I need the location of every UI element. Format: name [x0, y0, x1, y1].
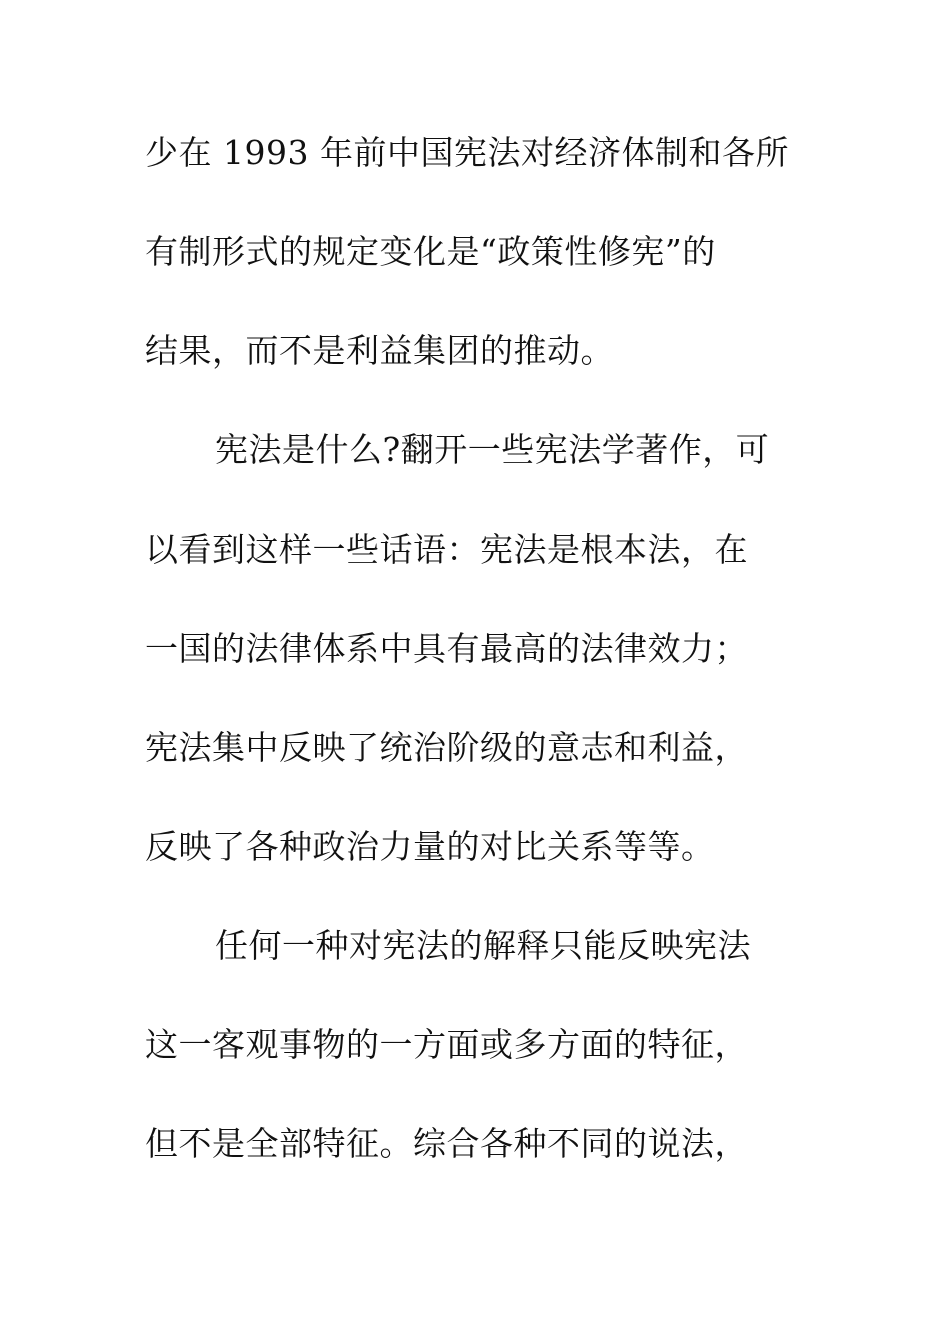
text-line: 但不是全部特征。综合各种不同的说法，: [145, 1124, 748, 1163]
paragraph-start-line: 任何一种对宪法的解释只能反映宪法: [215, 926, 751, 965]
text-line: 少在 1993 年前中国宪法对经济体制和各所: [145, 133, 789, 172]
text-line: 有制形式的规定变化是“政策性修宪”的: [145, 232, 716, 271]
text-line: 一国的法律体系中具有最高的法律效力；: [145, 629, 748, 668]
paragraph-start-line: 宪法是什么?翻开一些宪法学著作，可: [215, 430, 770, 469]
text-line: 这一客观事物的一方面或多方面的特征，: [145, 1025, 748, 1064]
text-line: 宪法集中反映了统治阶级的意志和利益，: [145, 728, 748, 767]
text-line: 结果，而不是利益集团的推动。: [145, 331, 614, 370]
text-line: 以看到这样一些话语：宪法是根本法，在: [145, 530, 748, 569]
text-line: 反映了各种政治力量的对比关系等等。: [145, 827, 715, 866]
